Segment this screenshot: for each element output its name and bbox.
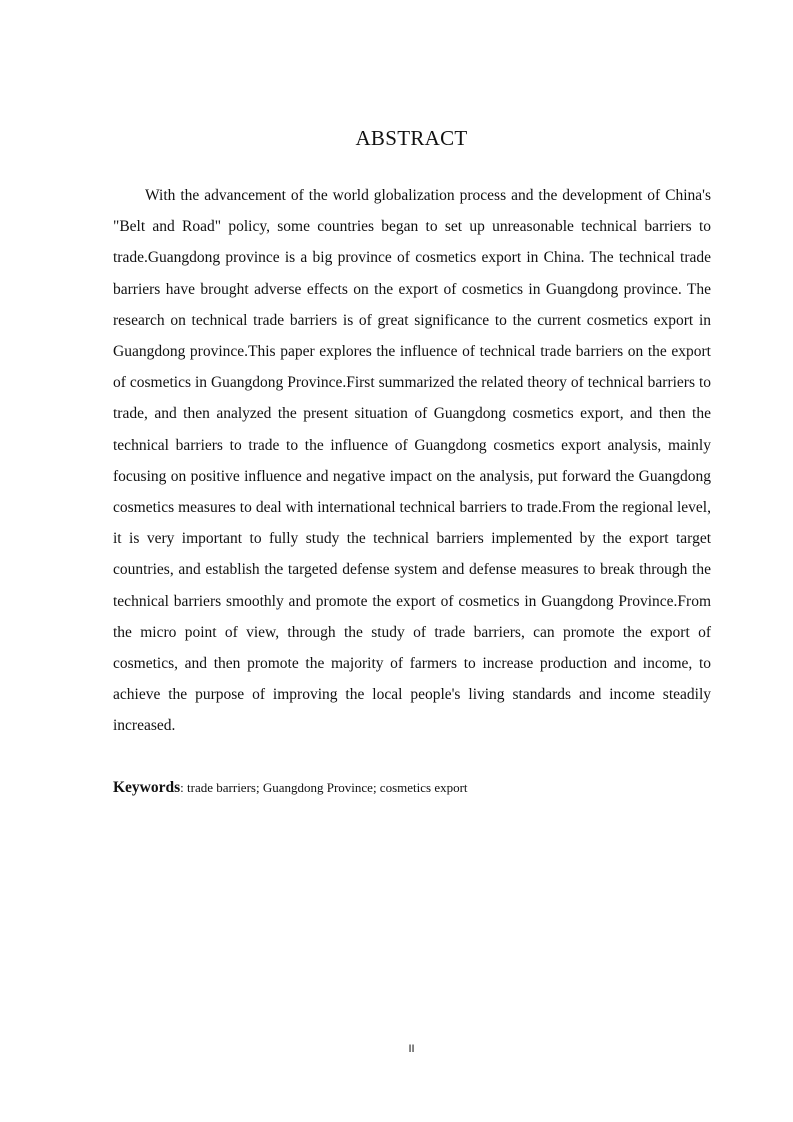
keywords-label: Keywords bbox=[113, 779, 181, 796]
abstract-title: ABSTRACT bbox=[355, 126, 468, 150]
keywords-line bbox=[113, 776, 711, 800]
keywords-text: : trade barriers; Guangdong Province; cosmetics export bbox=[180, 780, 468, 795]
page-number: II bbox=[408, 1043, 415, 1055]
abstract-body: With the advancement of the world globalization process and the development of China's "Belt and Road" policy, some countries began to set up unreasonable technical barriers to trade.Guangdong province is a big province of cosmetics export in China. The technical trade barriers have brought adverse effects on the export of cosmetics in Guangdong province. The research on technical trade barriers is of great significance to the current cosmetics export in Guangdong province.This paper explores the influence of technical trade barriers on the export of cosmetics in Guangdong Province.First summarized the related theory of technical barriers to trade, and then analyzed the present situation of Guangdong cosmetics export, and then the technical barriers to trade to the influence of Guangdong cosmetics export analysis, mainly focusing on positive influence and negative impact on the analysis, put forward the Guangdong cosmetics measures to deal with international technical barriers to trade.From the regional level, it is very important to fully study the technical barriers implemented by the export target countries, and establish the targeted defense system and defense measures to break through the technical barriers smoothly and promote the export of cosmetics in Guangdong Province.From the micro point of view, through the study of trade barriers, can promote the export of cosmetics, and then promote the majority of farmers to increase production and income, to achieve the purpose of improving the local people's living standards and income steadily increased. bbox=[113, 187, 711, 735]
